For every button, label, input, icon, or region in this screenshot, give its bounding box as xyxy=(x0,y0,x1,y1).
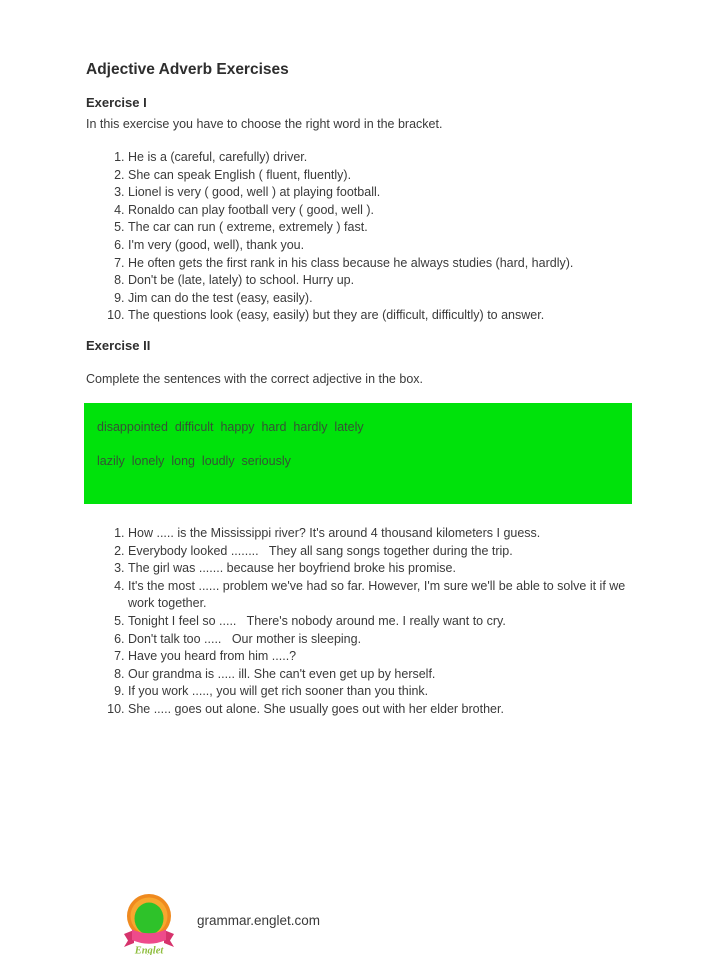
list-item: 7. Have you heard from him .....? xyxy=(128,648,634,666)
exercise2-list xyxy=(86,525,634,719)
logo-script-text: Englet xyxy=(134,945,164,955)
exercise1-instruction: In this exercise you have to choose the right word in the bracket. xyxy=(86,117,443,131)
englet-logo-icon xyxy=(118,891,180,955)
list-item: 3. The girl was ....... because her boyfriend broke his promise. xyxy=(128,560,634,578)
word-bank-box xyxy=(84,403,632,504)
exercise1-heading: Exercise I xyxy=(86,95,147,110)
list-item: 2. Everybody looked ........ They all sang songs together during the trip. xyxy=(128,543,634,561)
list-item: 6. Don't talk too ..... Our mother is sleeping. xyxy=(128,631,634,649)
list-item: 5. Tonight I feel so ..... There's nobody around me. I really want to cry. xyxy=(128,613,634,631)
word-bank-line-1: disappointed difficult happy hard hardly lately xyxy=(97,419,364,434)
list-item: 9. If you work ....., you will get rich sooner than you think. xyxy=(128,683,634,701)
exercise2-instruction: Complete the sentences with the correct adjective in the box. xyxy=(86,371,423,386)
list-item: 3. Lionel is very ( good, well ) at playing football. xyxy=(128,184,634,202)
list-item: 6. I'm very (good, well), thank you. xyxy=(128,237,634,255)
list-item: 9. Jim can do the test (easy, easily). xyxy=(128,290,634,308)
list-item: 7. He often gets the first rank in his class because he always studies (hard, hardly). xyxy=(128,255,634,273)
list-item: 10. She ..... goes out alone. She usually goes out with her elder brother. xyxy=(128,701,634,719)
exercise2-heading: Exercise II xyxy=(86,337,151,353)
document-content xyxy=(86,0,634,718)
list-item: 1. He is a (careful, carefully) driver. xyxy=(128,149,634,167)
footer xyxy=(118,891,320,955)
site-url-text: grammar.englet.com xyxy=(197,913,321,928)
list-item: 8. Don't be (late, lately) to school. Hurry up. xyxy=(128,272,634,290)
word-bank-line-2: lazily lonely long loudly seriously xyxy=(97,453,291,468)
list-item: 2. She can speak English ( fluent, fluently). xyxy=(128,167,634,185)
list-item: 8. Our grandma is ..... ill. She can't even get up by herself. xyxy=(128,666,634,684)
list-item: 4. Ronaldo can play football very ( good, well ). xyxy=(128,202,634,220)
list-item: 5. The car can run ( extreme, extremely ) fast. xyxy=(128,219,634,237)
list-item: 4. It's the most ...... problem we've had so far. However, I'm sure we'll be able to solve it if we work together. xyxy=(128,578,634,613)
exercise1-list xyxy=(86,149,634,325)
list-item: 1. How ..... is the Mississippi river? It's around 4 thousand kilometers I guess. xyxy=(128,525,634,543)
page-title: Adjective Adverb Exercises xyxy=(86,61,289,78)
list-item: 10. The questions look (easy, easily) but they are (difficult, difficultly) to answer. xyxy=(128,307,634,325)
